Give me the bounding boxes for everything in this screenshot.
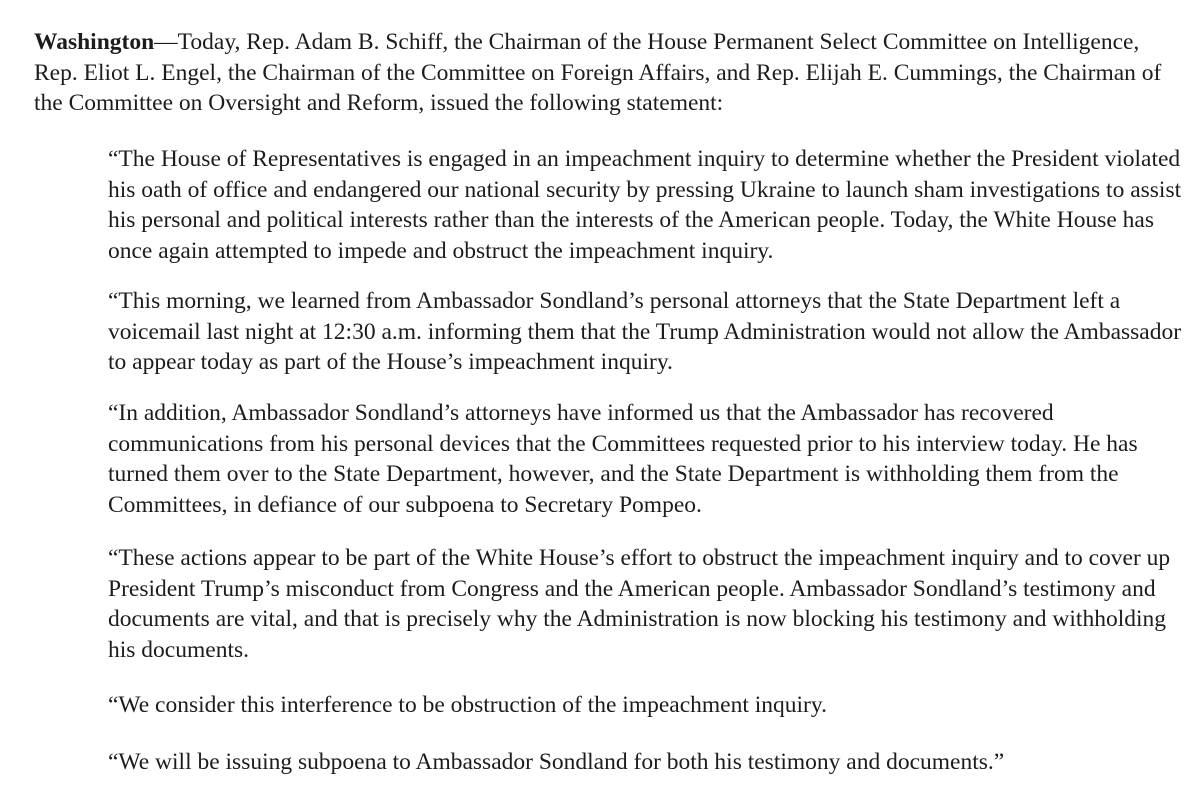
intro-paragraph [34, 27, 1184, 119]
dateline: Washington [34, 29, 155, 55]
statement-paragraph-4: “These actions appear to be part of the White House’s effort to obstruct the impeachment inquiry and to cover up President Trump’s misconduct from Congress and the American people. Ambassador Sondland’s testimony and documents are vital, and that is precisely why the Administration is now blocking his testimony and withholding his documents. [108, 545, 1171, 663]
intro-text: —Today, Rep. Adam B. Schiff, the Chairman of the House Permanent Select Committee on Intelligence, Rep. Eliot L. Engel, the Chairman of the Committee on Foreign Affairs, and Rep. Elijah E. Cummings, the Chairman of the Committee on Oversight and Reform, issued the following statement: [34, 29, 1162, 116]
statement-paragraph-1: “The House of Representatives is engaged in an impeachment inquiry to determine whether the President violated his oath of office and endangered our national security by pressing Ukraine to launch sham investigations to assist his personal and political interests rather than the interests of the American people. Today, the White House has once again attempted to impede and obstruct the impeachment inquiry. [108, 146, 1182, 264]
statement-paragraph-3: “In addition, Ambassador Sondland’s attorneys have informed us that the Ambassador has recovered communications from his personal devices that the Committees requested prior to his interview today. He has turned them over to the State Department, however, and the State Department is withholding them from the Committees, in defiance of our subpoena to Secretary Pompeo. [108, 400, 1138, 518]
statement-paragraph-5: “We consider this interference to be obstruction of the impeachment inquiry. [108, 692, 827, 718]
statement-paragraph-6: “We will be issuing subpoena to Ambassador Sondland for both his testimony and documents.” [108, 749, 1005, 775]
statement-paragraph-2: “This morning, we learned from Ambassador Sondland’s personal attorneys that the State Department left a voicemail last night at 12:30 a.m. informing them that the Trump Administration would not allow the Ambassador to appear today as part of the House’s impeachment inquiry. [108, 288, 1182, 375]
